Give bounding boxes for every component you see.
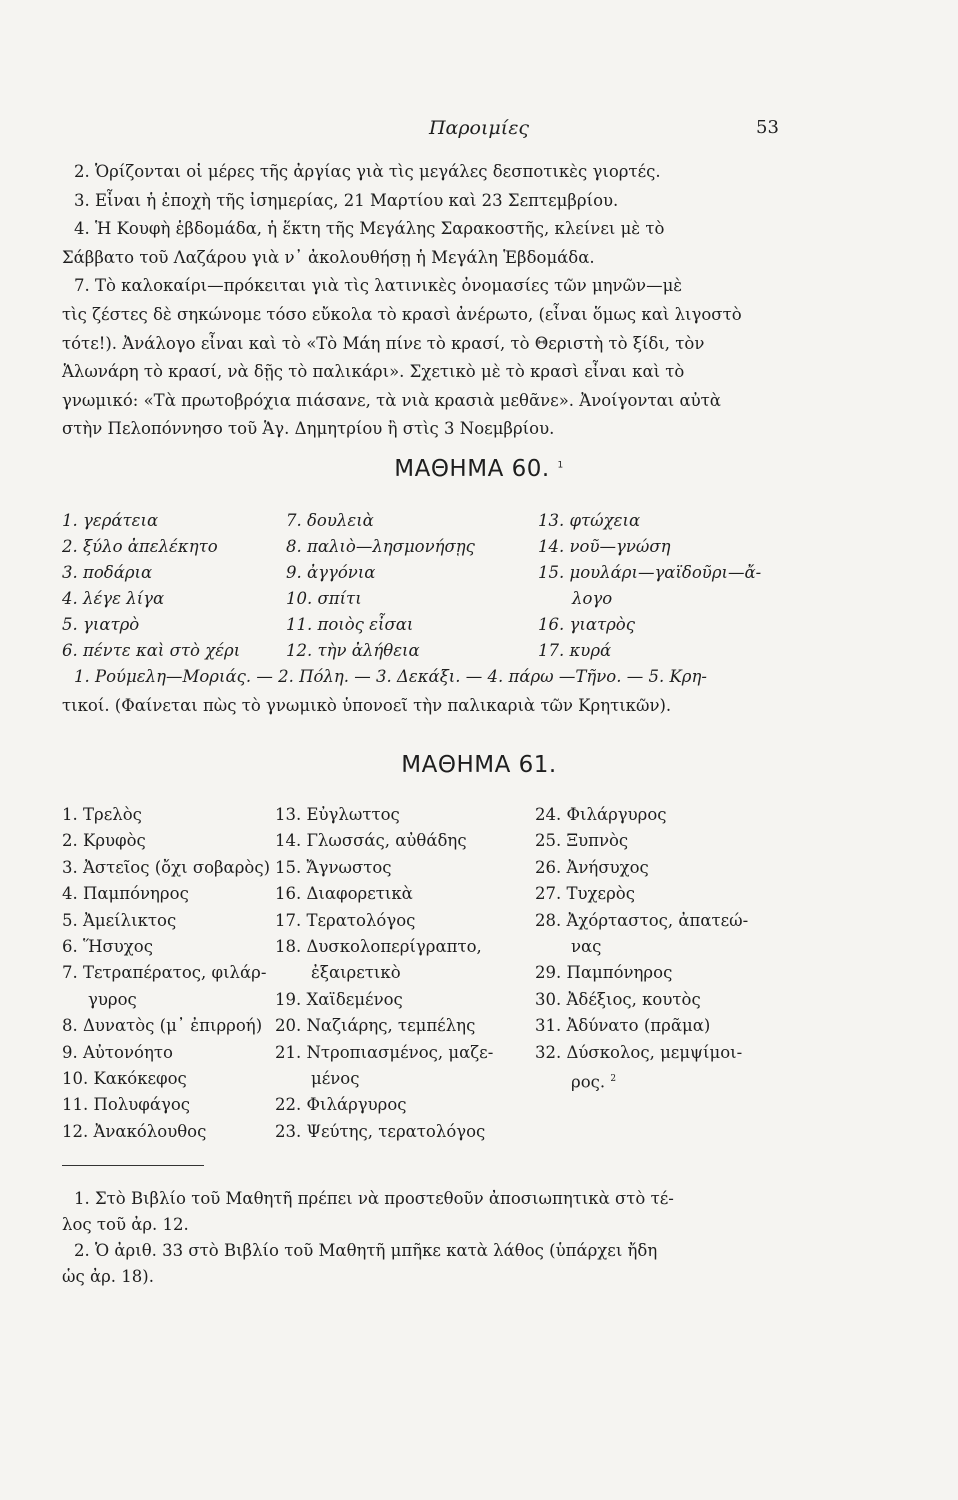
running-title: Παροιμίες — [428, 117, 530, 139]
list-item: 7. Τετραπέρατος, φιλάρ- — [62, 963, 267, 983]
list-item: 24. Φιλάργυρος — [535, 805, 667, 824]
notes-top — [62, 158, 782, 444]
note-line: 3. Εἶναι ἡ ἐποχὴ τῆς ἰσημερίας, 21 Μαρτίου καὶ 23 Σεπτεμβρίου. — [74, 190, 619, 210]
list-item: 31. Ἀδύνατο (πρᾶμα) — [535, 1016, 711, 1036]
list-item: 1. Τρελὸς — [62, 805, 142, 824]
list-item: 13. Εὐγλωττος — [275, 805, 400, 824]
footnote-line: λος τοῦ ἀρ. 12. — [62, 1215, 189, 1234]
list-item: 11. ποιὸς εἶσαι — [286, 615, 414, 634]
list-item: 5. γιατρὸ — [62, 615, 140, 634]
list-item: μένος — [311, 1068, 360, 1088]
list-item: νας — [571, 936, 602, 956]
list-item-text: ρος. — [571, 1072, 606, 1092]
list-item: 16. Διαφορετικὰ — [275, 884, 413, 904]
list-item: 27. Τυχερὸς — [535, 884, 635, 904]
note-line: τότε!). Ἀνάλογο εἶναι καὶ τὸ «Τὸ Μάη πίνε τὸ κρασί, τὸ Θεριστὴ τὸ ξίδι, τὸν — [62, 333, 705, 353]
list-item: 11. Πολυφάγος — [62, 1095, 191, 1115]
footnote-divider — [62, 1165, 204, 1166]
lesson-60-column-3 — [538, 508, 761, 664]
answer-line: 1. Ρούμελη—Μοριάς. — 2. Πόλη. — 3. Δεκάξι. — 4. πάρω —Τῆνο. — 5. Κρη- — [74, 667, 707, 686]
list-item: 1. γεράτεια — [62, 511, 159, 530]
list-item: 21. Ντροπιασμένος, μαζε- — [275, 1042, 494, 1062]
footnote-line: 1. Στὸ Βιβλίο τοῦ Μαθητῆ πρέπει νὰ προστεθοῦν ἀποσιωπητικὰ στὸ τέ- — [74, 1189, 674, 1208]
list-item: 22. Φιλάργυρος — [275, 1095, 407, 1115]
list-item: 23. Ψεύτης, τερατολόγος — [275, 1121, 486, 1141]
footnote-line: 2. Ὁ ἀριθ. 33 στὸ Βιβλίο τοῦ Μαθητῆ μπῆκε κατὰ λάθος (ὑπάρχει ἤδη — [74, 1241, 658, 1260]
list-item: 29. Παμπόνηρος — [535, 963, 673, 983]
list-item: λογο — [572, 589, 613, 608]
answer-line: τικοί. (Φαίνεται πὼς τὸ γνωμικὸ ὑπονοεῖ τὴν παλικαριὰ τῶν Κρητικῶν). — [62, 695, 672, 715]
note-line: Ἁλωνάρη τὸ κρασί, νὰ δῇς τὸ παλικάρι». Σχετικὸ μὲ τὸ κρασὶ εἶναι καὶ τὸ — [62, 362, 685, 382]
list-item: 2. ξύλο ἀπελέκητο — [62, 537, 218, 556]
list-item: 26. Ἀνήσυχος — [535, 857, 649, 877]
list-item-with-footnote — [535, 1066, 748, 1092]
page-number: 53 — [756, 117, 779, 138]
list-item: 12. τὴν ἀλήθεια — [286, 641, 420, 660]
lesson-60-column-2 — [286, 508, 475, 664]
list-item: 5. Ἀμείλικτος — [62, 910, 177, 930]
list-item: 15. μουλάρι—γαϊδοῦρι—ἄ- — [538, 563, 762, 582]
footnote-line: ὡς ἀρ. 18). — [62, 1267, 154, 1286]
note-line: 2. Ὁρίζονται οἱ μέρες τῆς ἀργίας γιὰ τὶς μεγάλες δεσποτικὲς γιορτές. — [74, 162, 661, 181]
lesson-61-column-2 — [275, 802, 493, 1145]
list-item: 15. Ἄγνωστος — [275, 857, 392, 877]
list-item: 7. δουλειὰ — [286, 511, 374, 530]
list-item: ἐξαιρετικὸ — [311, 963, 401, 983]
list-item: 28. Ἀχόρταστος, ἀπατεώ- — [535, 910, 749, 930]
list-item: 8. Δυνατὸς (μ᾽ ἐπιρροή) — [62, 1016, 263, 1036]
list-item: 9. Αὐτονόητο — [62, 1042, 173, 1062]
list-item: 4. λέγε λίγα — [62, 589, 165, 608]
lesson-60-answers — [62, 663, 782, 720]
list-item: 19. Χαϊδεμένος — [275, 989, 403, 1009]
lesson-61-column-1 — [62, 802, 270, 1145]
list-item: 13. φτώχεια — [538, 511, 641, 530]
footnote-ref: 1 — [557, 460, 564, 471]
note-line: τὶς ζέστες δὲ σηκώνομε τόσο εὔκολα τὸ κρασὶ ἀνέρωτο, (εἶναι ὅμως καὶ λιγοστὸ — [62, 304, 742, 324]
list-item: 9. ἀγγόνια — [286, 563, 376, 582]
list-item: 32. Δύσκολος, μεμψίμοι- — [535, 1042, 743, 1062]
list-item: 14. Γλωσσάς, αὐθάδης — [275, 831, 467, 851]
note-line: 4. Ἡ Κουφὴ ἑβδομάδα, ἡ ἕκτη τῆς Μεγάλης Σαρακοστῆς, κλείνει μὲ τὸ — [74, 219, 665, 239]
note-line: Σάββατο τοῦ Λαζάρου γιὰ ν᾽ ἀκολουθήσῃ ἡ Μεγάλη Ἑβδομάδα. — [62, 247, 595, 267]
list-item: 8. παλιὸ—λησμονήσῃς — [286, 537, 475, 556]
list-item: 6. πέντε καὶ στὸ χέρι — [62, 641, 241, 660]
note-line: γνωμικό: «Τὰ πρωτοβρόχια πιάσανε, τὰ νιὰ κρασιὰ μεθᾶνε». Ἀνοίγονται αὐτὰ — [62, 390, 721, 410]
list-item: 20. Ναζιάρης, τεμπέλης — [275, 1016, 476, 1036]
lesson-61-column-3 — [535, 802, 748, 1092]
list-item: γυρος — [88, 989, 137, 1009]
list-item: 12. Ἀνακόλουθος — [62, 1121, 207, 1141]
list-item: 2. Κρυφὸς — [62, 831, 146, 851]
note-line: 7. Τὸ καλοκαίρι—πρόκειται γιὰ τὶς λατινικὲς ὀνομασίες τῶν μηνῶν—μὲ — [74, 276, 683, 296]
lesson-60-column-1 — [62, 508, 240, 664]
list-item: 10. σπίτι — [286, 589, 362, 608]
lesson-60-title-text: ΜΑΘΗΜΑ 60. — [394, 456, 550, 482]
lesson-60-title — [0, 456, 958, 482]
list-item: 3. ποδάρια — [62, 563, 153, 582]
footnotes — [62, 1186, 782, 1290]
list-item: 16. γιατρὸς — [538, 615, 635, 634]
list-item: 17. Τερατολόγος — [275, 910, 416, 930]
lesson-61-title: ΜΑΘΗΜΑ 61. — [401, 752, 557, 778]
note-line: στὴν Πελοπόννησο τοῦ Ἁγ. Δημητρίου ἢ στὶς 3 Νοεμβρίου. — [62, 419, 555, 439]
list-item: 25. Ξυπνὸς — [535, 831, 629, 851]
list-item: 3. Ἀστεῖος (ὄχι σοβαρὸς) — [62, 857, 271, 877]
list-item: 14. νοῦ—γνώση — [538, 537, 671, 556]
list-item: 30. Ἀδέξιος, κουτὸς — [535, 989, 701, 1009]
list-item: 17. κυρά — [538, 641, 612, 660]
list-item: 6. Ἥσυχος — [62, 936, 153, 956]
list-item: 18. Δυσκολοπερίγραπτο, — [275, 936, 482, 956]
list-item: 10. Κακόκεφος — [62, 1068, 187, 1088]
footnote-ref: 2 — [610, 1073, 617, 1084]
list-item: 4. Παμπόνηρος — [62, 884, 189, 904]
